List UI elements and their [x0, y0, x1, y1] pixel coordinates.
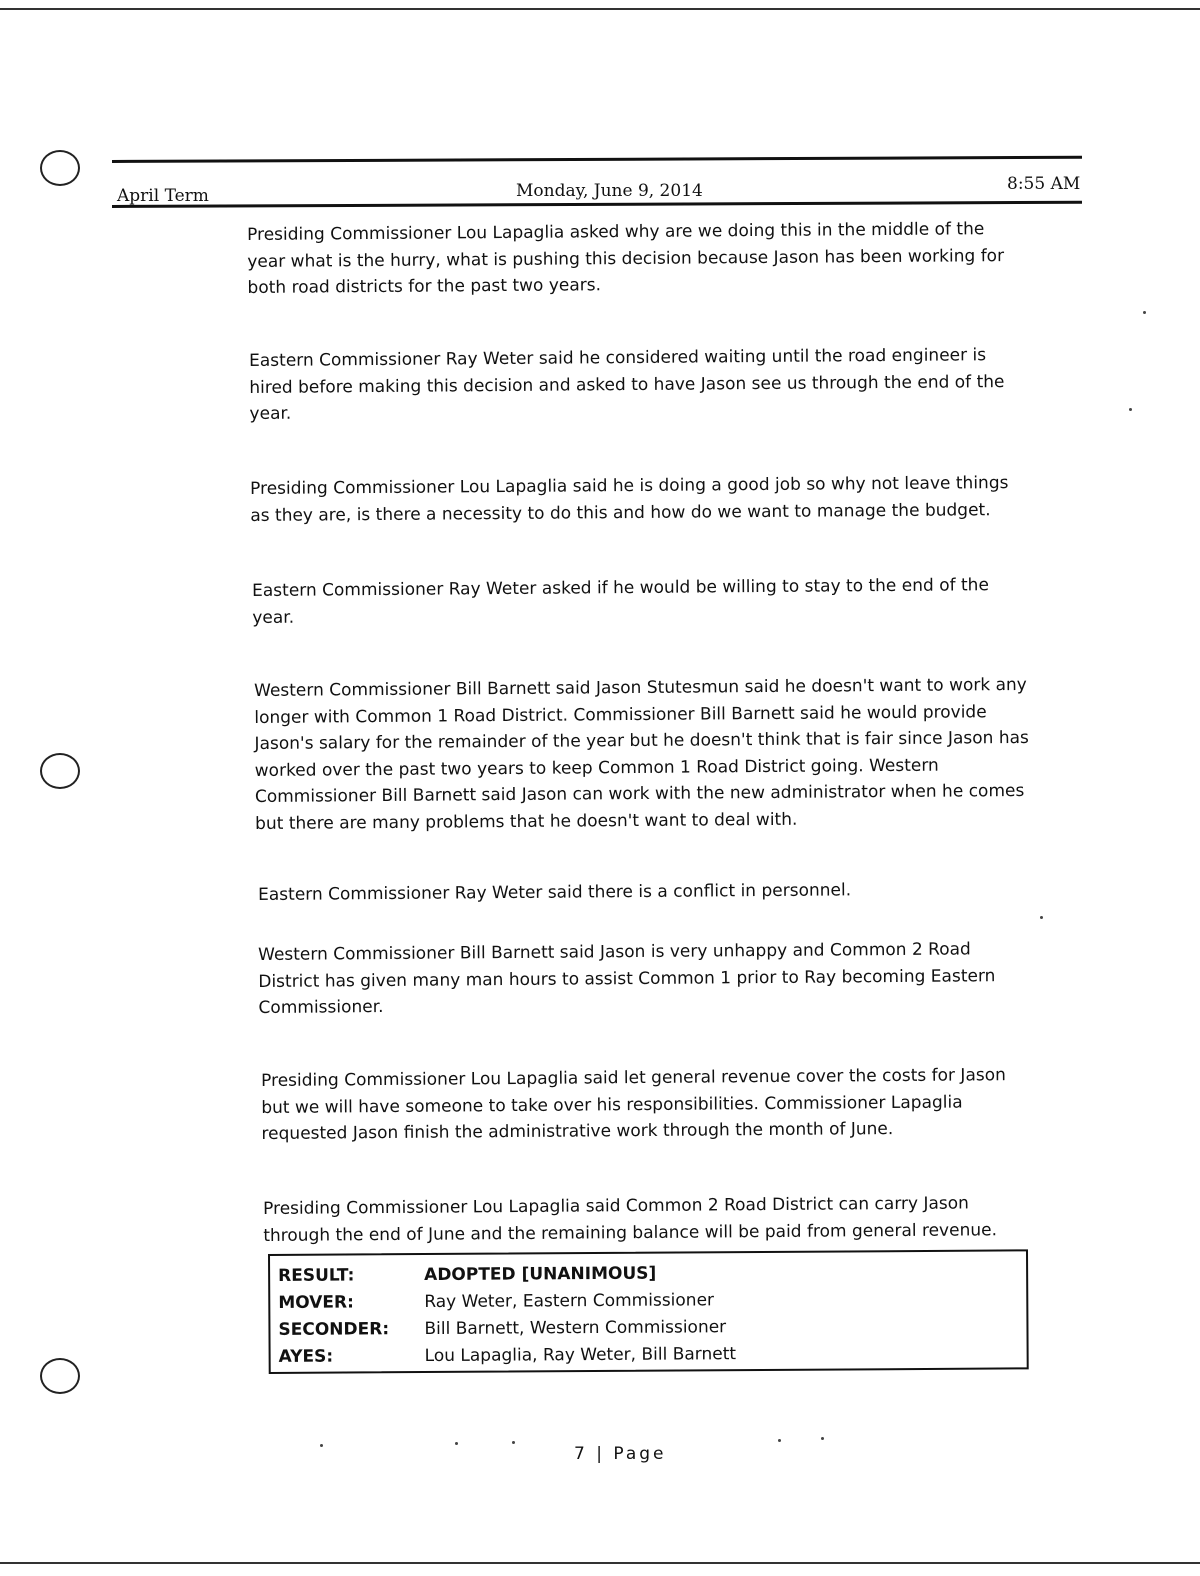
- ayes-row: [279, 1344, 737, 1367]
- paragraph: Presiding Commissioner Lou Lapaglia said he is doing a good job so why not leave things as they are, is there a necessity to do this and how do we want to manage the budget.: [250, 473, 1009, 526]
- seconder-label: SECONDER:: [278, 1319, 390, 1340]
- seconder-value: Bill Barnett, Western Commissioner: [424, 1317, 727, 1340]
- mover-value: Ray Weter, Eastern Commissioner: [424, 1290, 715, 1313]
- scan-speck: [1040, 916, 1043, 919]
- paragraph: Eastern Commissioner Ray Weter asked if he would be willing to stay to the end of the year.: [252, 575, 989, 628]
- scan-edge-bottom: [0, 1562, 1200, 1564]
- paragraph: Eastern Commissioner Ray Weter said there is a conflict in personnel.: [258, 880, 852, 905]
- scan-speck: [455, 1442, 458, 1445]
- result-row: [278, 1264, 656, 1286]
- header-term: April Term: [117, 186, 209, 206]
- seconder-row: [278, 1317, 726, 1340]
- mover-label: MOVER:: [278, 1292, 354, 1313]
- ayes-value: Lou Lapaglia, Ray Weter, Bill Barnett: [424, 1344, 737, 1367]
- paragraph: Presiding Commissioner Lou Lapaglia said let general revenue cover the costs for Jason but we will have someone to take over his responsibilities. Commissioner Lapaglia requested Jason finish the administrative work through the month of June.: [261, 1065, 1006, 1144]
- paragraph: Western Commissioner Bill Barnett said Jason is very unhappy and Common 2 Road District has given many man hours to assist Common 1 prior to Ray becoming Eastern Commissioner.: [258, 939, 996, 1018]
- header-time: 8:55 AM: [1007, 174, 1081, 194]
- ayes-label: AYES:: [278, 1346, 334, 1367]
- mover-row: [278, 1290, 714, 1313]
- scan-speck: [1143, 311, 1146, 314]
- page-number: 7 | Page: [574, 1444, 667, 1464]
- scan-speck: [778, 1439, 781, 1442]
- scan-speck: [1129, 408, 1132, 411]
- scan-speck: [821, 1437, 824, 1440]
- paragraph: Presiding Commissioner Lou Lapaglia asked why are we doing this in the middle of the year what is the hurry, what is pushing this decision because Jason has been working for both road districts for the past two years.: [247, 219, 1005, 298]
- result-value: ADOPTED [UNANIMOUS]: [424, 1263, 657, 1286]
- paragraph: Western Commissioner Bill Barnett said Jason Stutesmun said he doesn't want to work any longer with Common 1 Road District. Commissioner Bill Barnett said he would provide Jason's salary for the remainder of the year but he doesn't think that is fair since Jason has worked over the past two years to keep Common 1 Road District going. Western Commissioner Bill Barnett said Jason can work with the new administrator when he comes but there are many problems that he doesn't want to deal with.: [254, 674, 1029, 834]
- vote-result-box: [268, 1249, 1029, 1374]
- paragraph: Eastern Commissioner Ray Weter said he considered waiting until the road engineer is hired before making this decision and asked to have Jason see us through the end of the year.: [249, 345, 1005, 424]
- scan-speck: [320, 1444, 323, 1447]
- header-date: Monday, June 9, 2014: [516, 181, 703, 201]
- result-label: RESULT:: [278, 1265, 355, 1286]
- paragraph: Presiding Commissioner Lou Lapaglia said Common 2 Road District can carry Jason through the end of June and the remaining balance will be paid from general revenue.: [263, 1193, 998, 1246]
- scan-speck: [512, 1441, 515, 1444]
